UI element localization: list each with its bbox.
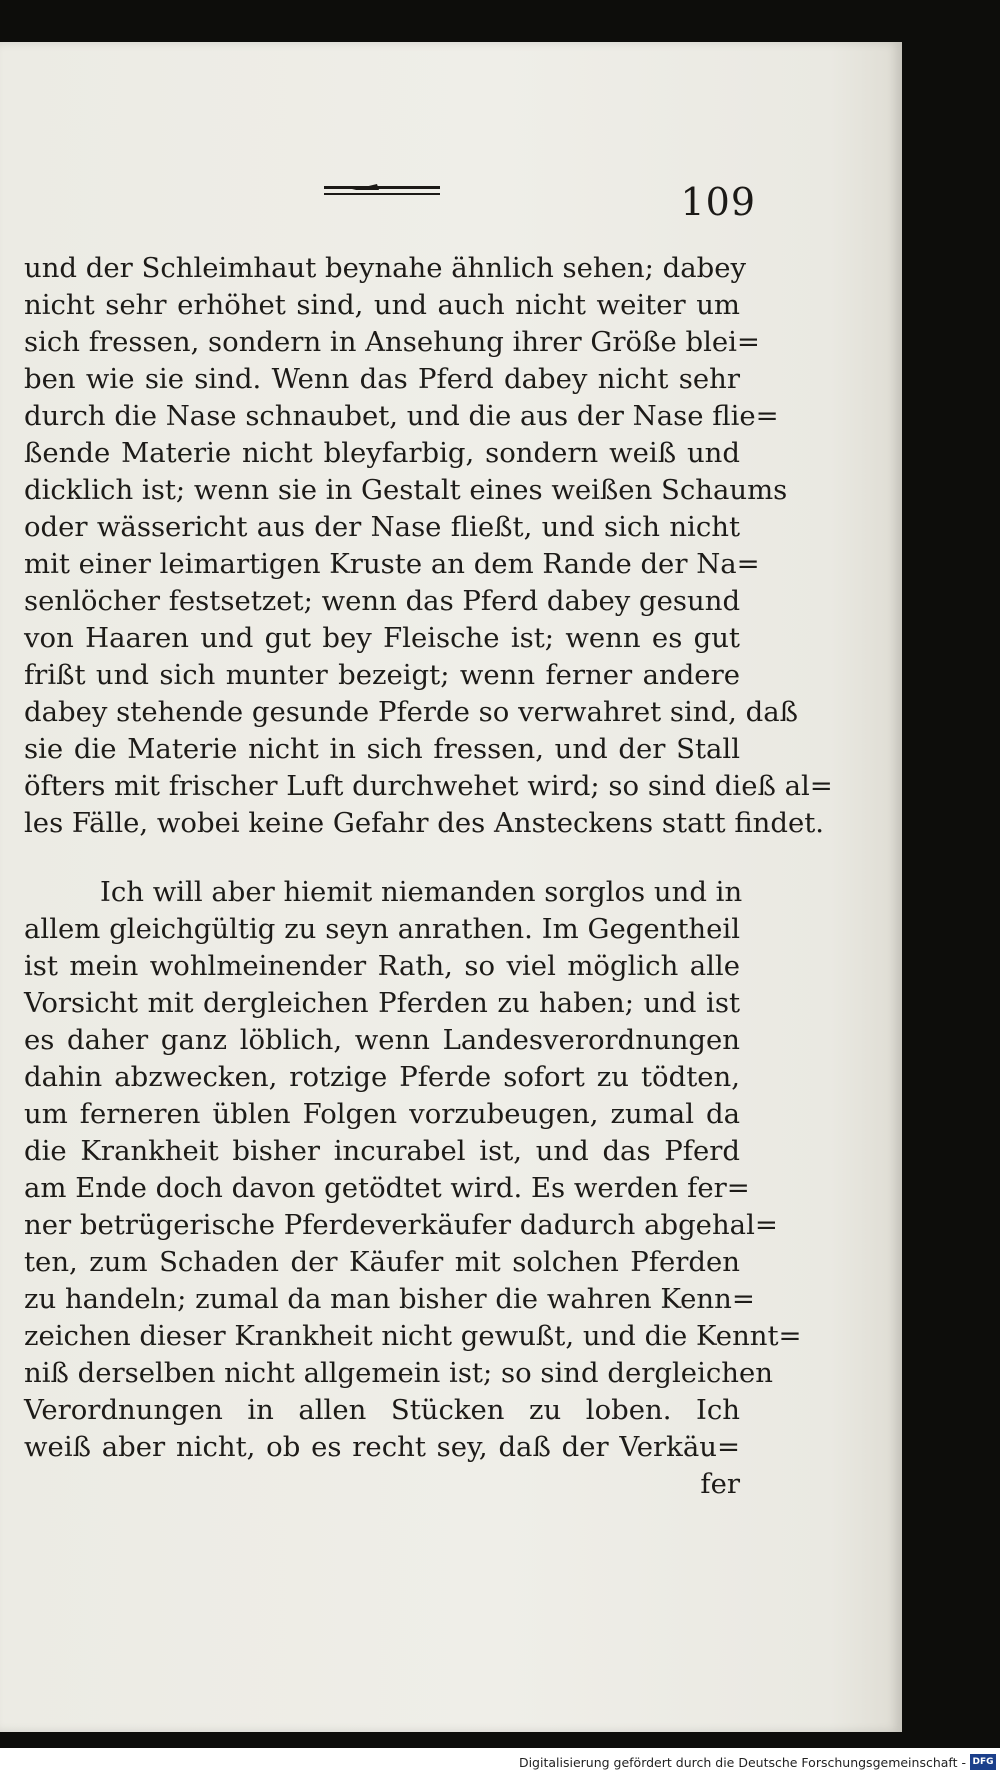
book-page xyxy=(0,42,902,1732)
dfg-logo-icon: DFG xyxy=(970,1754,996,1770)
page-header xyxy=(0,42,902,232)
text-line: frißt und sich munter bezeigt; wenn ferner andere xyxy=(24,659,740,691)
text-line: zeichen dieser Krankheit nicht gewußt, und die Kennt= xyxy=(24,1320,802,1352)
text-line: sie die Materie nicht in sich fressen, und der Stall xyxy=(24,733,740,765)
text-line: nicht sehr erhöhet sind, und auch nicht weiter um xyxy=(24,289,740,321)
page-number: 109 xyxy=(680,180,756,224)
text-line: ßende Materie nicht bleyfarbig, sondern weiß und xyxy=(24,437,740,469)
text-line: weiß aber nicht, ob es recht sey, daß der Verkäu= xyxy=(24,1431,740,1463)
text-line: um ferneren üblen Folgen vorzubeugen, zumal da xyxy=(24,1098,740,1130)
page-body-text xyxy=(24,250,833,1503)
text-line: oder wässericht aus der Nase fließt, und sich nicht xyxy=(24,511,740,543)
text-line: mit einer leimartigen Kruste an dem Rande der Na= xyxy=(24,548,760,580)
text-line: öfters mit frischer Luft durchwehet wird; so sind dieß al= xyxy=(24,770,833,802)
text-line: am Ende doch davon getödtet wird. Es werden fer= xyxy=(24,1172,750,1204)
text-line: ist mein wohlmeinender Rath, so viel möglich alle xyxy=(24,950,740,982)
text-line: senlöcher festsetzet; wenn das Pferd dabey gesund xyxy=(24,585,741,617)
text-line: Vorsicht mit dergleichen Pferden zu haben; und ist xyxy=(24,987,740,1019)
paragraph-1 xyxy=(24,250,833,842)
text-line: ten, zum Schaden der Käufer mit solchen Pferden xyxy=(24,1246,740,1278)
text-line: zu handeln; zumal da man bisher die wahren Kenn= xyxy=(24,1283,755,1315)
text-line: von Haaren und gut bey Fleische ist; wenn es gut xyxy=(24,622,740,654)
text-line: Verordnungen in allen Stücken zu loben. Ich xyxy=(24,1394,740,1426)
paragraph-gap xyxy=(24,842,740,874)
digitization-footer xyxy=(0,1748,1000,1779)
text-line: durch die Nase schnaubet, und die aus der Nase flie= xyxy=(24,400,779,432)
paragraph-2 xyxy=(24,874,802,1503)
text-line: ben wie sie sind. Wenn das Pferd dabey nicht sehr xyxy=(24,363,740,395)
text-line: dabey stehende gesunde Pferde so verwahret sind, daß xyxy=(24,696,798,728)
text-line: es daher ganz löblich, wenn Landesverordnungen xyxy=(24,1024,740,1056)
text-line: die Krankheit bisher incurabel ist, und das Pferd xyxy=(24,1135,740,1167)
text-line: niß derselben nicht allgemein ist; so sind dergleichen xyxy=(24,1357,773,1389)
text-line: ner betrügerische Pferdeverkäufer dadurch abgehal= xyxy=(24,1209,778,1241)
header-rule-ornament xyxy=(322,180,442,202)
text-line: les Fälle, wobei keine Gefahr des Ansteckens statt findet. xyxy=(24,807,825,839)
text-line: sich fressen, sondern in Ansehung ihrer Größe blei= xyxy=(24,326,760,358)
funding-credit: Digitalisierung gefördert durch die Deutsche Forschungsgemeinschaft - xyxy=(518,1755,966,1770)
text-line: und der Schleimhaut beynahe ähnlich sehen; dabey xyxy=(24,252,747,284)
text-line: dicklich ist; wenn sie in Gestalt eines weißen Schaums xyxy=(24,474,788,506)
text-line: allem gleichgültig zu seyn anrathen. Im Gegentheil xyxy=(24,913,740,945)
catchword: fer xyxy=(700,1468,740,1500)
text-line: Ich will aber hiemit niemanden sorglos und in xyxy=(100,876,743,908)
text-line: dahin abzwecken, rotzige Pferde sofort zu tödten, xyxy=(24,1061,740,1093)
